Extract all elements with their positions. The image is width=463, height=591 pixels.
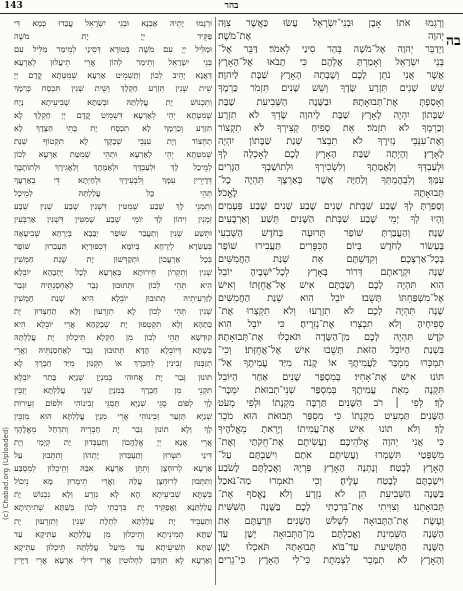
torah-line: שֵׁשׁ שָׁנִים תִּזְרַע שָׂדֶךָ וְשֵׁשׁ שָׁנִים תִּזְמֹר כַּרְמֶךָ: [218, 83, 444, 95]
torah-line: הַשָּׁנִים תַּמְעִיט מִקְנָתוֹ כִּי מִסְפַּר תְּבוּאֹת הוּא מֹכֵר: [218, 410, 444, 422]
torah-line: קֹדֶשׁ תִּהְיֶה לָכֶם מִן־הַשָּׂדֶה תֹּאכְלוּ אֶת־תְּבוּאָתָהּ׃: [218, 332, 444, 344]
targum-line: בְּשַׁתָּא שְׁבִיעֵיתָא הָא לָא נִזְרַע וְלָא נִכְנוֹשׁ יָת: [14, 489, 212, 500]
targum-line: וְתִמְנֵי לָךְ שְׁבַע שְׁמִטִּין דִּשְׁנִין שְׁבַע שְׁנִין שְׁבַע: [14, 201, 212, 212]
torah-text-column: [218, 17, 444, 585]
targum-line: עֲלַלְתַּנָא וַאֲפַקֵּיד יָת בִּרְכְתִי לְכוֹן בְּשַׁתָּא שְׁתִיתֵיתָא: [14, 502, 212, 513]
targum-line: שְׁמִטְּתָא יְהֵי לְאַרְעָא וּתְהֵי שְׁמִטַּת אַרְעָא לְכוֹן: [14, 148, 212, 159]
torah-line: אֶל־מִשְׁפַּחְתּוֹ תָּשֻׁבוּ׃ יוֹבֵל הִוא שְׁנַת הַחֲמִשִּׁים: [218, 292, 444, 304]
targum-line: תְּהֵי כָּל עֲלַלְתַּהּ לְמֵיכָל: [14, 188, 212, 199]
targum-line: בְּשַׁתָּא דְּיוֹבֵלָא הָדָא תְּתוּבוּן גְּבַר לְאַחְסַנְתֵּיהּ וַאֲרֵי: [14, 345, 212, 356]
torah-line: שָׁנָה וּקְרָאתֶם דְּרוֹר בָּאָרֶץ לְכָל־יֹשְׁבֶיהָ יוֹבֵל: [218, 266, 444, 278]
torah-line: לָךְ׃ לְפִי ׀ רֹב הַשָּׁנִים תַּרְבֶּה מִקְנָתוֹ וּלְפִי מְעֹט: [218, 397, 444, 409]
page-header: [0, 0, 463, 14]
torah-line: וְאֶת־עִנְּבֵי נְזִירֶךָ לֹא תִבְצֹר שְׁנַת שַׁבָּתוֹן יִהְיֶה: [218, 135, 444, 147]
targum-line: דַּאֲנָא יָהֵיב לְכוֹן וְתַשְׁמֵיט אַרְעָא שְׁמִטְּתָא קֳדָם יְיָ: [14, 70, 212, 81]
targum-line: זִמְנִין וִיהוֹן לָךְ יוֹמֵי שְׁבַע שְׁמִטִּין דִּשְׁנִין אַרְבְּעִין: [14, 214, 212, 225]
torah-line: עִמָּךְ׃ וְלִבְהֶמְתְּךָ וְלַחַיָּה אֲשֶׁר בְּאַרְצֶךָ תִּהְיֶה כָל־: [218, 175, 444, 187]
targum-line: וְתִתְּבוּן לְרוּחְצָן עֲלַהּ וַאֲרֵי תֵימְרוּן מָא נֵיכוֹל: [14, 476, 212, 487]
torah-line: מִשְׁפָּטַי תִּשְׁמְרוּ וַעֲשִׂיתֶם אֹתָם וִישַׁבְתֶּם עַל־: [218, 450, 444, 462]
chapter-initial: בה: [446, 33, 461, 49]
book-title: בהר: [224, 1, 239, 11]
targum-line: דְּדָיְרִין עִמָּךְ וְלִבְעִירָךְ וּלְחַיְתָא דִּי בְאַרְעָךְ: [14, 175, 212, 186]
targum-line: שְׁנִין תְּהֵי לְכוֹן לָא תִזְרְעוּן וְלָא תַחְצְדוּן יָת: [14, 306, 212, 317]
torah-line: תְּבוּאָתֵנוּ׃ וְצִוִּיתִי אֶת־בִּרְכָתִי לָכֶם בַּשָּׁנָה הַשִּׁשִּׁית: [218, 502, 444, 514]
torah-line: הִוא תִּהְיֶה לָכֶם וְשַׁבְתֶּם אִישׁ אֶל־אֲחֻזָּתוֹ וְאִישׁ: [218, 279, 444, 291]
torah-line: לָךְ׃ וְלֹא תוֹנוּ אִישׁ אֶת־עֲמִיתוֹ וְיָרֵאתָ מֵאֱלֹהֶיךָ: [218, 423, 444, 435]
targum-line: תִּקְנֵי מִן חַבְרָךְ בְּמִנְיַן שְׁנֵי עֲלַלְתָּא יְזַבֵּין: [14, 384, 212, 395]
targum-line: וּרְגָמוּ יָתֵיהּ אַבְנָא וּבְנֵי יִשְׂרָאֵל עֲבַדוּ כְּמָא דִּי: [14, 18, 212, 28]
targum-line: וְתִכְנוֹשׁ יָת עֲלַלְתַּהּ וּבְשַׁתָּא שְׁבִיעֵיתָא נְיָח: [14, 96, 212, 107]
targum-line: וְתַעְבֵּיד יָת עֲלַלְתָּא לִתְלָת שְׁנִין וְתִזְרְעוּן יָת: [14, 515, 212, 526]
targum-line: לְזַרְעִיתֵיהּ תְּתוּבוּן יוֹבֵלָא הִיא שְׁנַת חַמְשִׁין: [14, 292, 212, 303]
torah-line: בִּשְׁנַת הַיּוֹבֵל הַזֹּאת תָּשֻׁבוּ אִישׁ אֶל־אֲחֻזָּתוֹ׃ וְכִי־: [218, 345, 444, 357]
torah-line: שַׁבָּתוֹן יִהְיֶה לָאָרֶץ שַׁבָּת לַיהוָה שָׂדְךָ לֹא תִזְרָע: [218, 109, 444, 121]
torah-line: תּוֹנוּ אִישׁ אֶת־אָחִיו׃ בְּמִסְפַּר שָׁנִים אַחַר הַיּוֹבֵל: [218, 371, 444, 383]
targum-line: בְּכָל אַרְעֲכוֹן וּתְקַדְּשׁוּן יָת שְׁנַת חַמְשִׁין: [14, 253, 212, 264]
torah-line: לָאָרֶץ׃ וְהָיְתָה שַׁבַּת הָאָרֶץ לָכֶם לְאָכְלָה לְךָ: [218, 148, 444, 160]
targum-line: לָךְ וְלָא תוֹנוּן גְּבַר יָת חַבְרֵיהּ וְתִדְחַל מֵאֱלָהָךְ: [14, 423, 212, 434]
targum-line: וּתְשַׁע שְׁנִין וְתַעֲבַר שׁוֹפַר יַבָּבָא בְּיַרְחָא שְׁבִיעָאָה: [14, 227, 212, 238]
targum-line: תּוֹנוּן גְּבַר יָת אֲחוּהִי בְּמִנְיַן שְׁנַיָּא בָּתַר יוֹבֵלָא: [14, 371, 212, 382]
torah-line: וּלְעַבְדְּךָ וְלַאֲמָתֶךָ וְלִשְׂכִירְךָ וּלְתוֹשָׁבְךָ הַגָּרִים: [218, 162, 444, 174]
targum-line: תִזְרַע וְכַרְמָךְ לָא תִכְסָח יָת כָּתֵי חַצָּדָךְ לָא: [14, 122, 212, 133]
targum-line: שַׁתָּא תְּמִינֵיתָא וְתֵיכְלוּן מִן עֲלַלְתָּא עַתִּיקָא עַד: [14, 528, 212, 539]
torah-line: וְהָאָרֶץ לֹא תִמָּכֵר לִצְמִתֻת כִּי־לִי הָאָרֶץ כִּי־גֵרִים: [218, 554, 444, 566]
targum-line: אֲרֵי אֲנָא יְיָ אֱלָהֲכוֹן וְתַעְבְּדוּן יָת קְיָמַי וְיָת: [14, 437, 212, 447]
column-divider: [215, 17, 216, 585]
torah-line: שָׁנָה תִּהְיֶה לָכֶם לֹא תִזְרָעוּ וְלֹא תִקְצְרוּ אֶת־: [218, 306, 444, 318]
targum-line: שְׁמִטְּתָא יְהֵי לְאַרְעָא דִּשְׁמֵיט קֳדָם יְיָ חַקְלָךְ לָא: [14, 109, 212, 120]
targum-line: כַּתַּהָא וְלָא תִקְטְפוּן יָת שְׁבָקַהָא אֲרֵי יוֹבֵלָא הִיא: [14, 319, 212, 330]
targum-line: בְּנֵי יִשְׂרָאֵל וְתֵימַר לְהוֹן אֲרֵי תֵיעֲלוּן לְאַרְעָא: [14, 57, 212, 68]
torah-line: וִישַׁבְתֶּם לָבֶטַח עָלֶיהָ׃ וְכִי תֹאמְרוּ מַה־נֹּאכַל: [218, 476, 444, 488]
torah-line: יְהוָה אֶת־מֹשֶׁה׃: [218, 31, 444, 43]
targum-line: תְזַבְּנוּן זְבִינִין לְחַבְרָךְ אוֹ תִקְנוּן מִיַּד חַבְרָךְ לָא: [14, 358, 212, 369]
torah-line: שָׁנָה׃ וְהַעֲבַרְתָּ שׁוֹפַר תְּרוּעָה בַּחֹדֶשׁ הַשְּׁבִעִי: [218, 227, 444, 239]
targum-line: וּמַלֵּיל יְיָ עִם מֹשֶׁה בְּטוּרָא דְּסִינַי לְמֵימַר מַלֵּיל עִם: [14, 44, 212, 55]
torah-line: הַשָּׁנָה הַתְּשִׁיעִת עַד־בּוֹא תְּבוּאָתָהּ תֹּאכְלוּ יָשָׁן׃: [218, 541, 444, 553]
targum-line: שְׁנַיָּא תַּזְעַר זְבִינוֹהִי אֲרֵי מִנְיַן עֲלַלְתָּא הוּא מְזַבֵּין: [14, 410, 212, 421]
side-credit: (c) Chabad.org (Uploaded): [2, 427, 10, 520]
targum-line: פַּקֵּיד יְיָ יָת מֹשֶׁה: [14, 31, 212, 42]
torah-line: בְּנֵי יִשְׂרָאֵל וְאָמַרְתָּ אֲלֵהֶם כִּי תָבֹאוּ אֶל־הָאָרֶץ: [218, 57, 444, 69]
torah-line: וְכַרְמְךָ לֹא תִזְמֹר׃ אֵת סְפִיחַ קְצִירְךָ לֹא תִקְצוֹר: [218, 122, 444, 134]
targum-line: לְמֵיכַל לָךְ וּלְעַבְדָּךְ וּלְאַמְתָךְ וְלַאֲגִירָךְ וּלְתוֹתָבָךְ: [14, 162, 212, 173]
torah-line: וְעָשָׂת אֶת־הַתְּבוּאָה לִשְׁלֹשׁ הַשָּׁנִים׃ וּזְרַעְתֶּם אֵת: [218, 515, 444, 527]
targum-line: דִּינַי תִּטְּרוּן וְתַעְבְּדוּן יָתְהוֹן וְתִתְּבוּן עַל: [14, 450, 212, 461]
torah-line: תְּבוּאָתָהּ לֶאֱכֹל׃: [218, 188, 444, 200]
targum-line: לָךְ לְפוֹם סְגֵי שְׁנַיָּא תַּסְגֵּי זְבִינוֹהִי וּלְפוֹם זְעֵירוּת: [14, 397, 212, 408]
torah-line: תִּקְנֶה מֵאֵת עֲמִיתֶךָ בְּמִסְפַּר שְׁנֵי־תְבוּאֹת יִמְכָּר־: [218, 384, 444, 396]
torah-line: וְרָגְמוּ אֹתוֹ אָבֶן וּבְנֵי־יִשְׂרָאֵל עָשׂוּ כַּאֲשֶׁר צִוָּה: [218, 18, 444, 29]
page-number: 143: [4, 1, 23, 11]
torah-line: הַשָּׁנָה הַשְּׁמִינִת וַאֲכַלְתֶּם מִן־הַתְּבוּאָה יָשָׁן עַד: [218, 528, 444, 540]
torah-line: בֶּעָשׂוֹר לַחֹדֶשׁ בְּיוֹם הַכִּפֻּרִים תַּעֲבִירוּ שׁוֹפָר: [218, 240, 444, 252]
torah-line: תִמְכְּרוּ מִמְכָּר לַעֲמִיתֶךָ אוֹ קָנֹה מִיַּד עֲמִיתֶךָ אַל־: [218, 358, 444, 370]
torah-line: וַיְדַבֵּר יְהוָה אֶל־מֹשֶׁה בְּהַר סִינַי לֵאמֹר׃ דַּבֵּר אֶל־: [218, 44, 444, 56]
torah-line: וְסָפַרְתָּ לְךָ שֶׁבַע שַׁבְּתֹת שָׁנִים שֶׁבַע שָׁנִים שֶׁבַע פְּעָמִים: [218, 201, 444, 213]
targum-line: שְׁנִין וְתִקְרוֹן חֵירוּתָא בְּאַרְעָא לְכָל יָתְבָהָא יוֹבֵלָא: [14, 266, 212, 277]
targum-line: שֵׁית שְׁנִין תִּזְרַע חַקְלָךְ וְשֵׁית שְׁנִין תִּכְסַח כַּרְמָךְ: [14, 83, 212, 94]
targum-column: [14, 17, 212, 585]
torah-line: וְאָסַפְתָּ אֶת־תְּבוּאָתָהּ׃ וּבַשָּׁנָה הַשְּׁבִיעִת שַׁבַּת: [218, 96, 444, 108]
torah-line: סְפִיחֶיהָ וְלֹא תִבְצְרוּ אֶת־נְזִרֶיהָ׃ כִּי יוֹבֵל הִוא: [218, 319, 444, 331]
targum-line: אַרְעָא לְרוּחְצָן וְתִתֵּן אַרְעָא אִבַּהּ וְתֵיכְלוּן לְמִסְבַּע: [14, 463, 212, 474]
targum-line: קוּדְשָׁא תְּהֵי לְכוֹן מִן חַקְלָא תֵּיכְלוּן יָת עֲלַלְתַּהּ: [14, 332, 212, 343]
torah-line: בַּשָּׁנָה הַשְּׁבִיעִת הֵן לֹא נִזְרָע וְלֹא נֶאֱסֹף אֶת־: [218, 489, 444, 501]
torah-line: כִּי אֲנִי יְהוָה אֱלֹהֵיכֶם׃ וַעֲשִׂיתֶם אֶת־חֻקֹּתַי וְאֶת־: [218, 437, 444, 448]
targum-line: שַׁתָּא תְּשִׁיעֵיתָא עַד מֵיעַל עֲלַלְתַּהּ תֵּיכְלוּן עַתִּיקָא: [14, 541, 212, 552]
torah-line: הָאָרֶץ לָבֶטַח׃ וְנָתְנָה הָאָרֶץ פִּרְיָהּ וַאֲכַלְתֶּם לָשֹׂבַע: [218, 463, 444, 475]
torah-line: בְּכָל־אַרְצְכֶם׃ וְקִדַּשְׁתֶּם אֵת שְׁנַת הַחֲמִשִּׁים: [218, 253, 444, 265]
torah-line: וְהָיוּ לְךָ יְמֵי שֶׁבַע שַׁבְּתֹת הַשָּׁנִים תֵּשַׁע וְאַרְבָּעִים: [218, 214, 444, 226]
targum-line: וְאַרְעָא לָא תִזְדַּבַּן לַחְלוּטִין אֲרֵי דִּילִי אַרְעָא אֲרֵי דַּיָּרִין: [14, 554, 212, 565]
torah-line: אֲשֶׁר אֲנִי נֹתֵן לָכֶם וְשָׁבְתָה הָאָרֶץ שַׁבָּת לַיהוָה׃: [218, 70, 444, 82]
targum-line: בְּעַשְׂרָא לְיַרְחָא בְּיוֹמָא דְּכִפּוּרַיָּא תַּעַבְרוּן שׁוֹפָר: [14, 240, 212, 251]
targum-line: תַחְצוֹד וְיָת עִנְּבֵי שְׁבָקָךְ לָא תִקְטוֹף שְׁנַת: [14, 135, 212, 146]
targum-line: הִיא תְּהֵי לְכוֹן וּתְתוּבוּן גְּבַר לְאַחְסַנְתֵּיהּ וּגְבַר: [14, 279, 212, 290]
